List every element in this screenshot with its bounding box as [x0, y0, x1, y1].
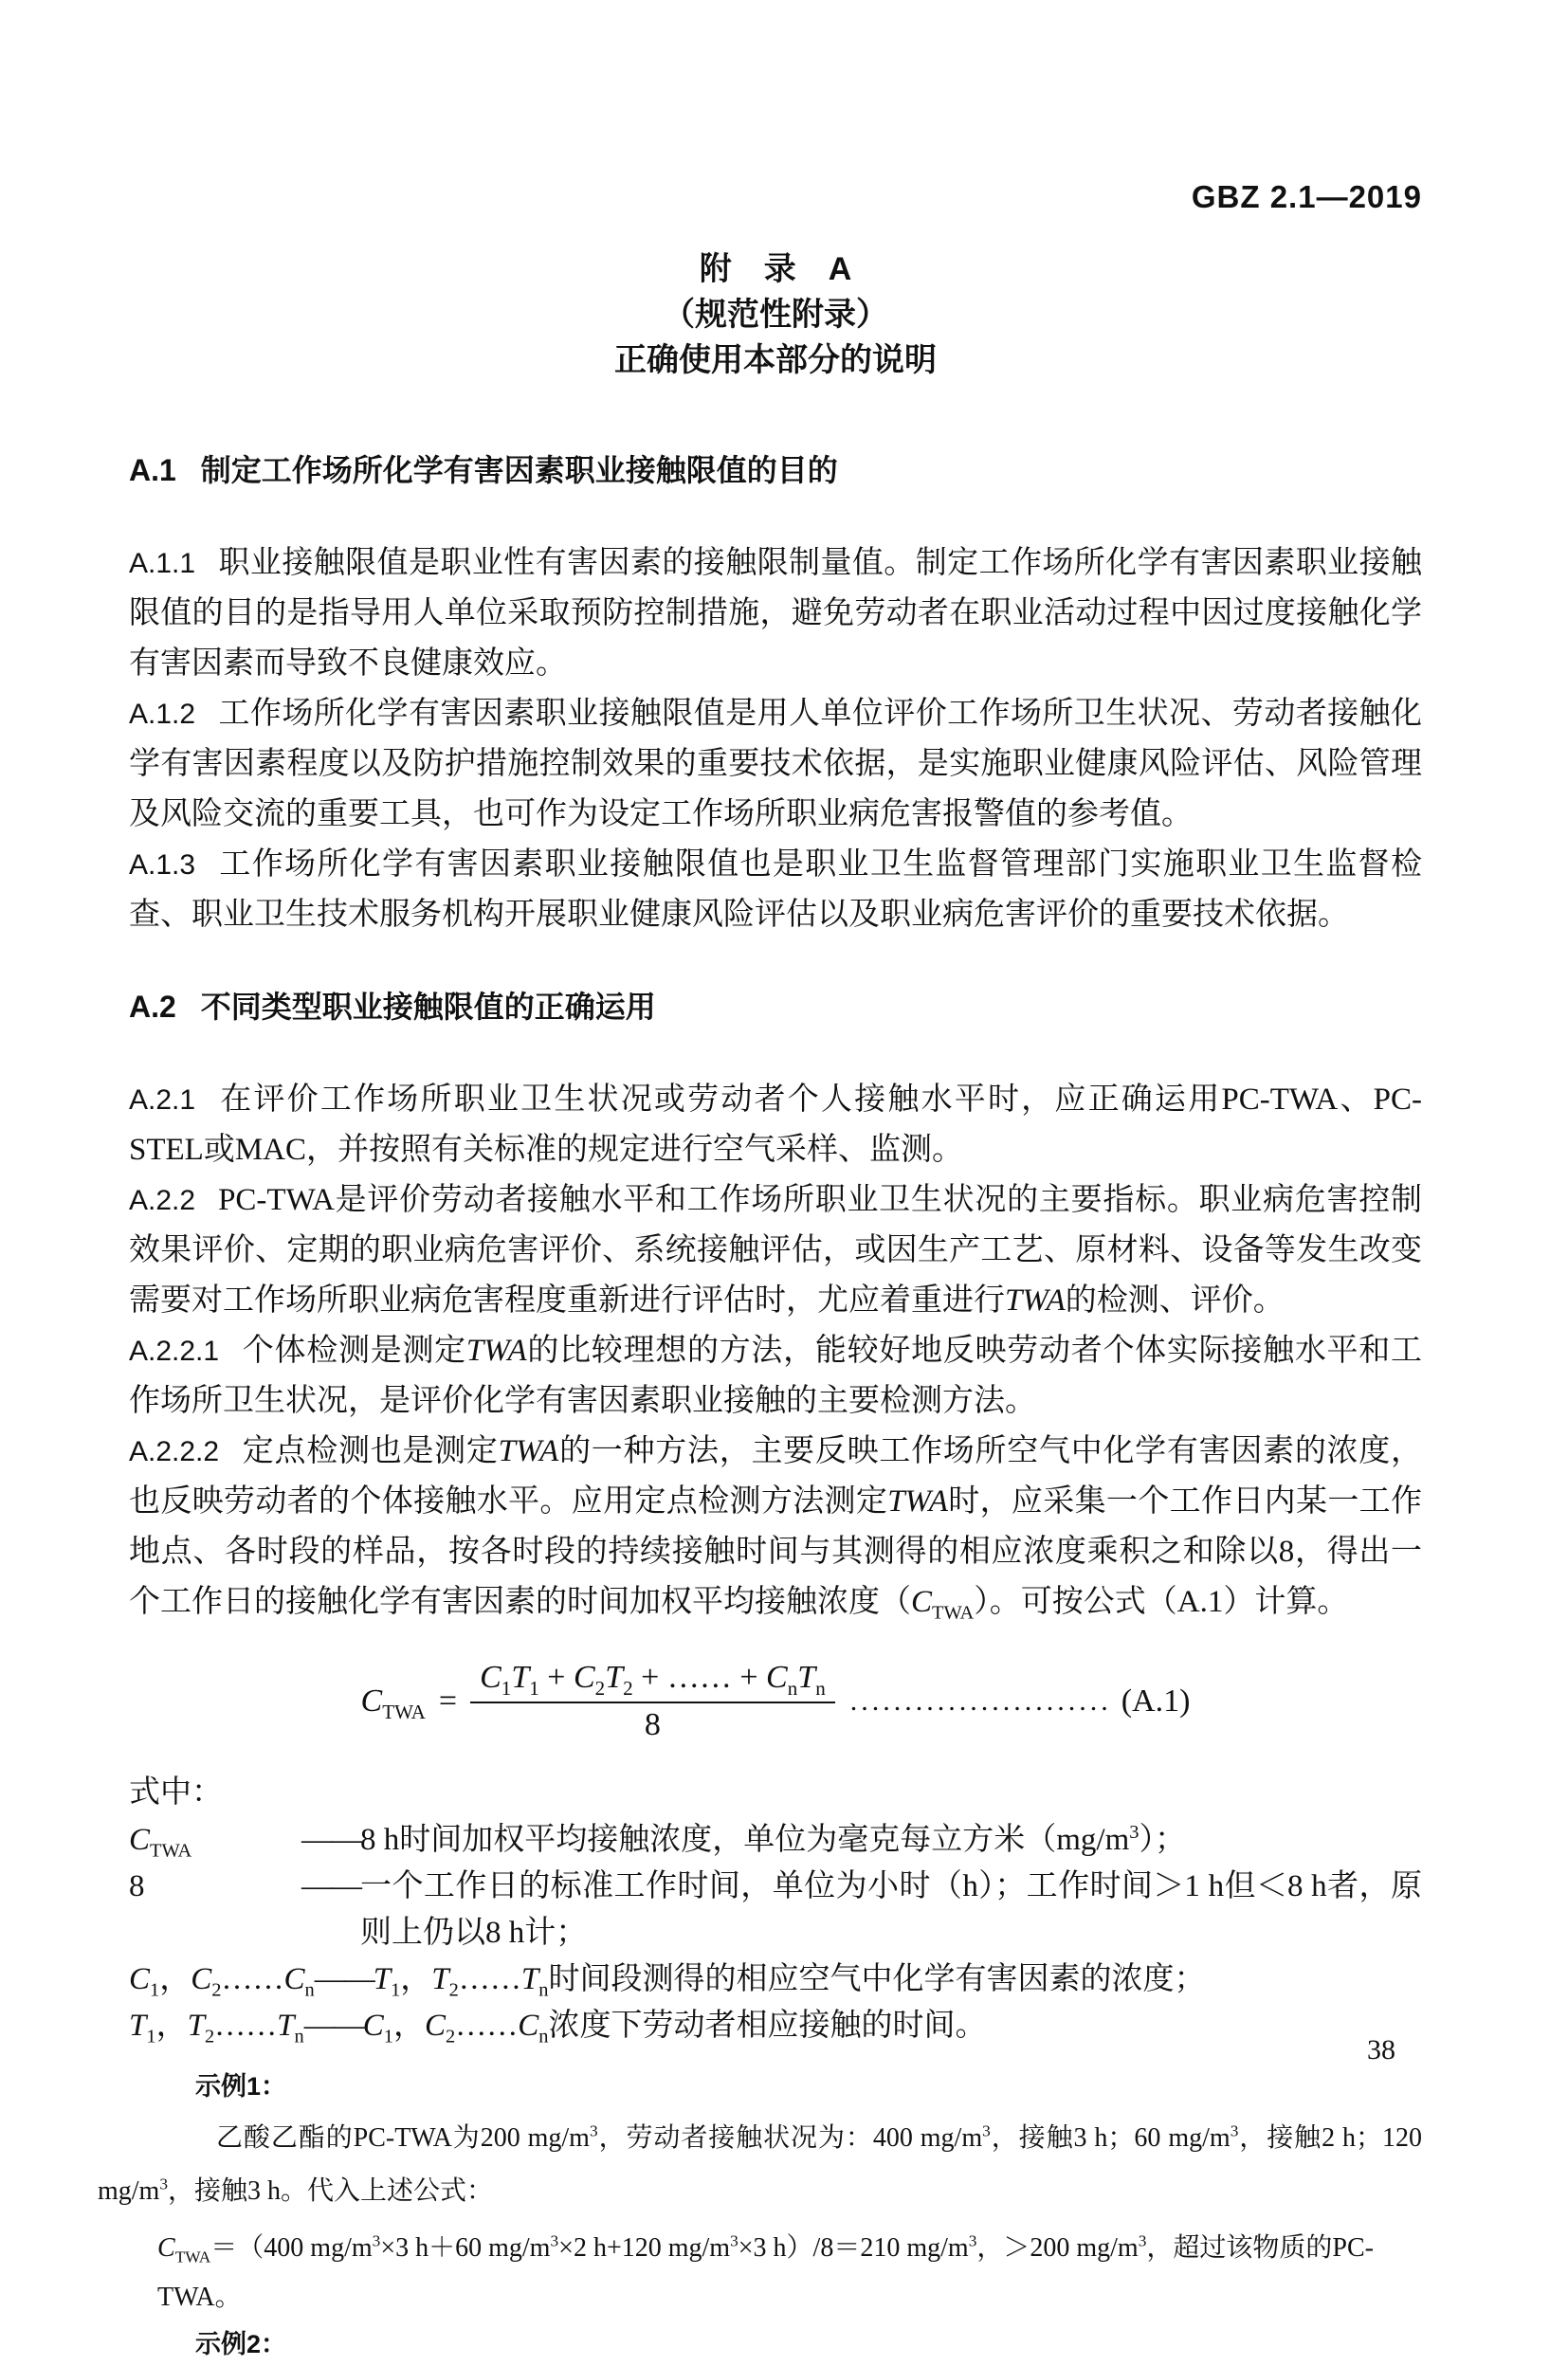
formula-label: (A.1): [1121, 1684, 1191, 1719]
clause-a113: [129, 840, 1422, 940]
formula-equals: =: [438, 1684, 458, 1719]
appendix-title-block: [129, 246, 1422, 383]
definition-description: 一个工作日的标准工作时间，单位为小时（h）；工作时间＞1 h但＜8 h者，原则上仍以8 h计；: [360, 1869, 1422, 1950]
example1-calculation: $C_{TWA}=(400$ $mg/m^3\times 3$ h＋60 $mg/m^3\times 2$ h+120 $mg/m^3\times 3$ h）/8＝210 $mg/m^3$，＞200 $mg/m^3$，超过该物质的PC-TWA。: [157, 2231, 1374, 2312]
section-a2-number: A.2: [129, 990, 176, 1024]
appendix-title: 附 录 A: [699, 251, 852, 287]
section-a2-title: 不同类型职业接触限值的正确运用: [200, 990, 656, 1024]
clause-number: A.2.2.2: [129, 1436, 220, 1467]
standard-number: GBZ 2.1—2019: [1191, 179, 1422, 214]
formula-dot-leader: ........................: [849, 1685, 1112, 1717]
formula-denominator: 8: [644, 1707, 661, 1742]
examples-block: [98, 2065, 1422, 2366]
definition-term: $C_{TWA}$: [129, 1823, 192, 1862]
clause-text: 职业接触限值是职业性有害因素的接触限制量值。制定工作场所化学有害因素职业接触限值的目的是指导用人单位采取预防控制措施，避免劳动者在职业活动过程中因过度接触化学有害因素而导致不良健康效应。: [129, 546, 1422, 681]
clause-number: A.2.1: [129, 1084, 196, 1116]
clause-number: A.1.3: [129, 849, 196, 881]
clause-number: A.2.2: [129, 1185, 196, 1216]
clause-a111: [129, 538, 1422, 689]
clause-text: 工作场所化学有害因素职业接触限值也是职业卫生监督管理部门实施职业卫生监督检查、职业卫生技术服务机构开展职业健康风险评估以及职业病危害评价的重要技术依据。: [129, 847, 1422, 932]
section-a1-number: A.1: [129, 453, 176, 487]
example2-label: 示例2：: [195, 2330, 287, 2358]
section-a2-heading: [129, 988, 1422, 1026]
example1-text: 乙酸乙酯的PC-TWA为200 $mg/m^3$，劳动者接触状况为：400 $mg/m^3$，接触3 h；60 $mg/m^3$，接触2 h；120 $mg/m^3$，接触3 h。代入上述公式：: [98, 2121, 1423, 2206]
definition-row-ctwa: [129, 1817, 1422, 1864]
clause-number: A.2.2.1: [129, 1336, 220, 1367]
definition-dash: ——: [303, 2009, 363, 2043]
definition-dash: ——: [301, 1823, 360, 1857]
clause-number: A.1.2: [129, 699, 196, 730]
clause-a112: [129, 689, 1422, 840]
clause-text: PC-TWA是评价劳动者接触水平和工作场所职业卫生状况的主要指标。职业病危害控制效果评价、定期的职业病危害评价、系统接触评估，或因生产工艺、原材料、设备等发生改变需要对工作场所职业病危害程度重新进行评估时，尤应着重进行TWA的检测、评价。: [129, 1183, 1422, 1318]
definition-row-t: [129, 2003, 1422, 2049]
clause-a2221: [129, 1326, 1422, 1427]
definition-row-c: [129, 1956, 1422, 2003]
clause-text: 工作场所化学有害因素职业接触限值是用人单位评价工作场所卫生状况、劳动者接触化学有害因素程度以及防护措施控制效果的重要技术依据，是实施职业健康风险评估、风险管理及风险交流的重要工具，也可作为设定工作场所职业病危害报警值的参考值。: [129, 697, 1422, 831]
appendix-type: （规范性附录）: [663, 297, 888, 333]
definition-description: 8 h时间加权平均接触浓度，单位为毫克每立方米$(mg/m^3)$；: [360, 1822, 1186, 1857]
definition-description: $T_1$，$T_2\dots\dots T_n$时间段测得的相应空气中化学有害因素的浓度；: [373, 1962, 1206, 2001]
definition-description: $C_1$，$C_2\dots\dots C_n$浓度下劳动者相应接触的时间。: [362, 2009, 987, 2048]
definition-term: 8: [129, 1869, 145, 1903]
section-a1-heading: [129, 451, 1422, 489]
example1-label: 示例1：: [195, 2072, 287, 2101]
formula-fraction: [470, 1660, 835, 1743]
clause-a2222: [129, 1427, 1422, 1628]
clause-a222: [129, 1175, 1422, 1326]
clause-text: 在评价工作场所职业卫生状况或劳动者个人接触水平时，应正确运用PC-TWA、PC-STEL或MAC，并按照有关标准的规定进行空气采样、监测。: [129, 1083, 1422, 1167]
section-a1-title: 制定工作场所化学有害因素职业接触限值的目的: [200, 453, 838, 487]
definition-term: $T_1$，$T_2\dots\dots T_n$: [129, 2009, 304, 2048]
formula-numerator: $C_1T_1 + C_2T_2$ + …… + $C_nT_n$: [470, 1660, 835, 1703]
definition-term: $C_1$，$C_2\dots\dots C_n$: [129, 1962, 315, 2001]
formula-a1: [129, 1660, 1422, 1743]
clause-text: 个体检测是测定TWA的比较理想的方法，能较好地反映劳动者个体实际接触水平和工作场所卫生状况，是评价化学有害因素职业接触的主要检测方法。: [129, 1334, 1423, 1418]
clause-a221: [129, 1075, 1422, 1175]
formula-lhs: $C_{TWA}$: [360, 1684, 426, 1723]
definition-row-8: [129, 1864, 1422, 1956]
clause-number: A.1.1: [129, 548, 196, 579]
appendix-subject: 正确使用本部分的说明: [614, 342, 937, 378]
definition-dash: ——: [314, 1962, 374, 1996]
clause-text: 定点检测也是测定TWA的一种方法，主要反映工作场所空气中化学有害因素的浓度，也反映劳动者的个体接触水平。应用定点检测方法测定TWA时，应采集一个工作日内某一工作地点、各时段的样品，按各时段的持续接触时间与其测得的相应浓度乘积之和除以8，得出一个工作日的接触化学有害因素的时间加权平均接触浓度$(C_{TWA})$。可按公式（A.1）计算。: [129, 1434, 1423, 1624]
definition-dash: ——: [301, 1869, 360, 1903]
page-number: 38: [1367, 2034, 1395, 2066]
where-label: 式中：: [129, 1775, 223, 1810]
